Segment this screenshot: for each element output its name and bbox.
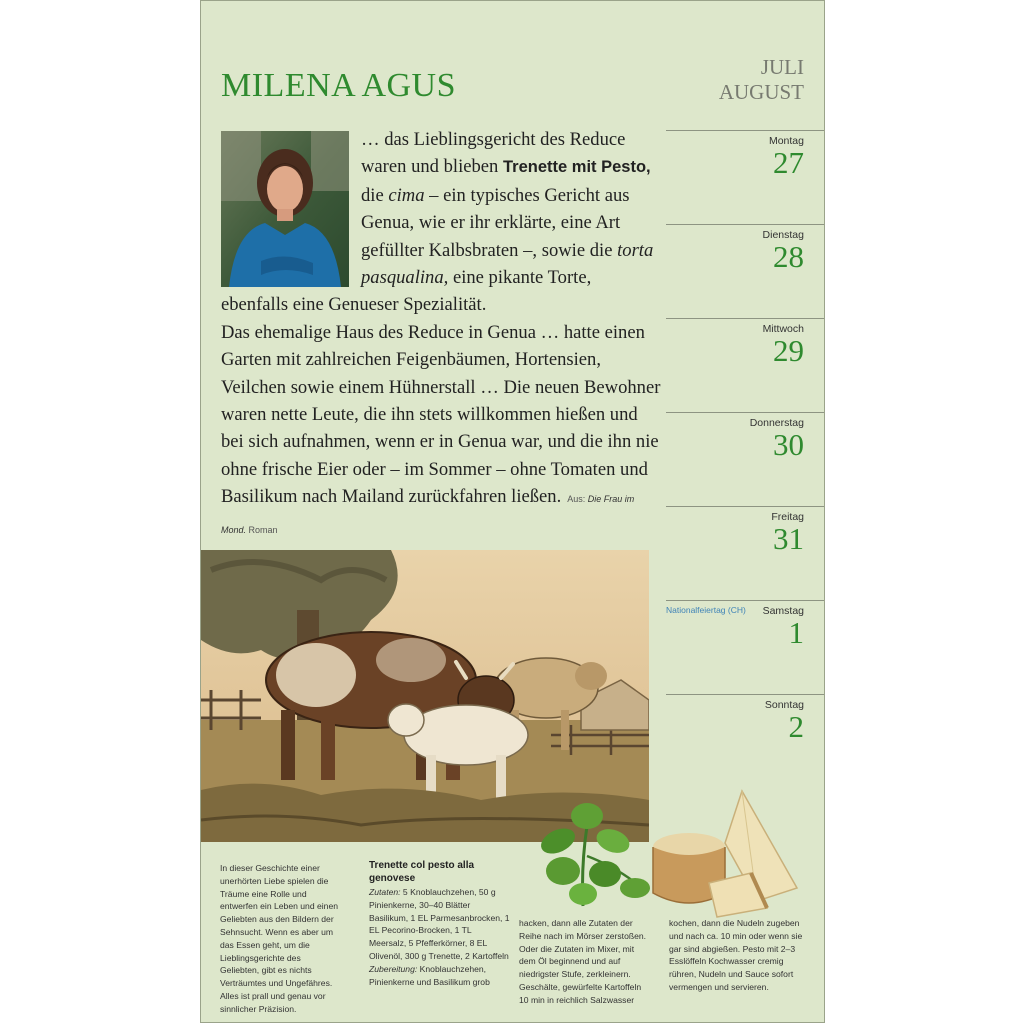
- month-range: [719, 55, 804, 105]
- quote-part: eine pikante Torte, ebenfalls eine Genueser Spezialität.: [221, 267, 592, 316]
- day-monday: [666, 130, 824, 224]
- day-number: 2: [788, 709, 804, 744]
- day-sunday: [666, 694, 824, 788]
- ingredients-label: Zutaten:: [369, 887, 401, 897]
- day-number: 28: [773, 239, 804, 274]
- day-number: 31: [773, 521, 804, 556]
- quote-bold-dish: Trenette mit Pesto,: [503, 158, 651, 177]
- prep-text-1: Knoblauchzehen, Pinienkerne und Basilikum grob: [369, 963, 490, 987]
- day-number: 29: [773, 333, 804, 368]
- quote-part: – ein typisches Gericht aus Genua, wie er ihr erklärte, eine Art gefüllter Kalbsbraten –, sowie die: [361, 184, 630, 261]
- quote-part: die: [361, 184, 389, 206]
- cheese-image: [647, 783, 807, 923]
- day-name: Montag: [768, 135, 804, 147]
- quote-part: … das Lieblingsgericht des Reduce waren und blieben: [361, 129, 626, 178]
- day-name: Freitag: [771, 511, 804, 523]
- prep-text-2: hacken, dann alle Zutaten der Reihe nach im Mörser zerstoßen. Oder die Zutaten im Mixer, mit dem Öl beginnend und auf niedrigster Stufe, zerkleinern. Geschälte, gewürfelte Kartoffeln 10 min in reichlich Salzwasser: [519, 918, 647, 1005]
- recipe-column: [369, 859, 511, 988]
- recipe-title: Trenette col pesto alla genovese: [369, 860, 475, 884]
- prep-block: [369, 964, 490, 987]
- intro-text: In dieser Geschichte einer unerhörten Liebe spielen die Träume eine Rolle und entwerfen ein Leben und einen Geliebten aus den Bildern der Sehnsucht. Wenn es aber um das Essen geht, um die Lieblingsgerichte des Geliebten, gibt es nichts Verträumtes und Ungefähres. Alles ist prall und genau vor sinnlicher Präzision.: [220, 863, 339, 1014]
- quote-text: [221, 126, 661, 544]
- ingredients-text: 5 Knoblauchzehen, 50 g Pinienkerne, 30–40 Blätter Basilikum, 1 EL Parmesanbrocken, 1 EL Pecorino-Brocken, 1 TL Meersalz, 5 Pfefferkörner, 8 EL Olivenöl, 300 g Trenette, 2 Kartoffeln: [369, 887, 510, 961]
- day-friday: [666, 506, 824, 600]
- prep-label: Zubereitung:: [369, 963, 418, 974]
- week-calendar: [666, 130, 824, 788]
- day-name: Donnerstag: [749, 417, 804, 429]
- calendar-page: [201, 1, 824, 1022]
- author-name: MILENA AGUS: [221, 67, 457, 104]
- month-second: AUGUST: [718, 80, 804, 104]
- quote-italic: cima: [388, 184, 425, 206]
- month-first: JULI: [760, 55, 804, 79]
- basil-image: [523, 796, 653, 911]
- day-number: 1: [788, 615, 804, 650]
- quote-source: Aus: Die Frau im Mond. Roman: [221, 494, 635, 535]
- day-thursday: [666, 412, 824, 506]
- day-number: 30: [773, 427, 804, 462]
- quote-italic: torta pasqualina,: [361, 239, 654, 289]
- day-name: Dienstag: [762, 229, 804, 241]
- day-saturday: [666, 600, 824, 694]
- quote-paragraph-2: Das ehemalige Haus des Reduce in Genua … hatte einen Garten mit zahlreichen Feigenbäumen, Hortensien, Veilchen sowie einem Hühnerstall … Die neuen Bewohner waren nette Leute, die ihn stets willkommen hießen und bei sich aufnahmen, wenn er in Genua war, und die ihn nie ohne frische Eier oder – im Sommer – ohne Tomaten und Basilikum nach Mailand zurückfahren ließen.: [221, 321, 661, 508]
- day-tuesday: [666, 224, 824, 318]
- day-wednesday: [666, 318, 824, 412]
- day-name: Samstag: [762, 605, 804, 617]
- day-name: Mittwoch: [762, 323, 804, 335]
- holiday-label: Nationalfeiertag (CH): [666, 605, 746, 615]
- ingredients-block: [369, 887, 510, 961]
- day-name: Sonntag: [764, 699, 804, 711]
- day-number: 27: [773, 145, 804, 180]
- prep-text-3: kochen, dann die Nudeln zugeben und nach ca. 10 min oder wenn sie gar sind abgießen. Pesto mit 2–3 Esslöffeln Kochwasser cremig rühren, Nudeln und Sauce sofort vermengen und servieren.: [669, 918, 803, 992]
